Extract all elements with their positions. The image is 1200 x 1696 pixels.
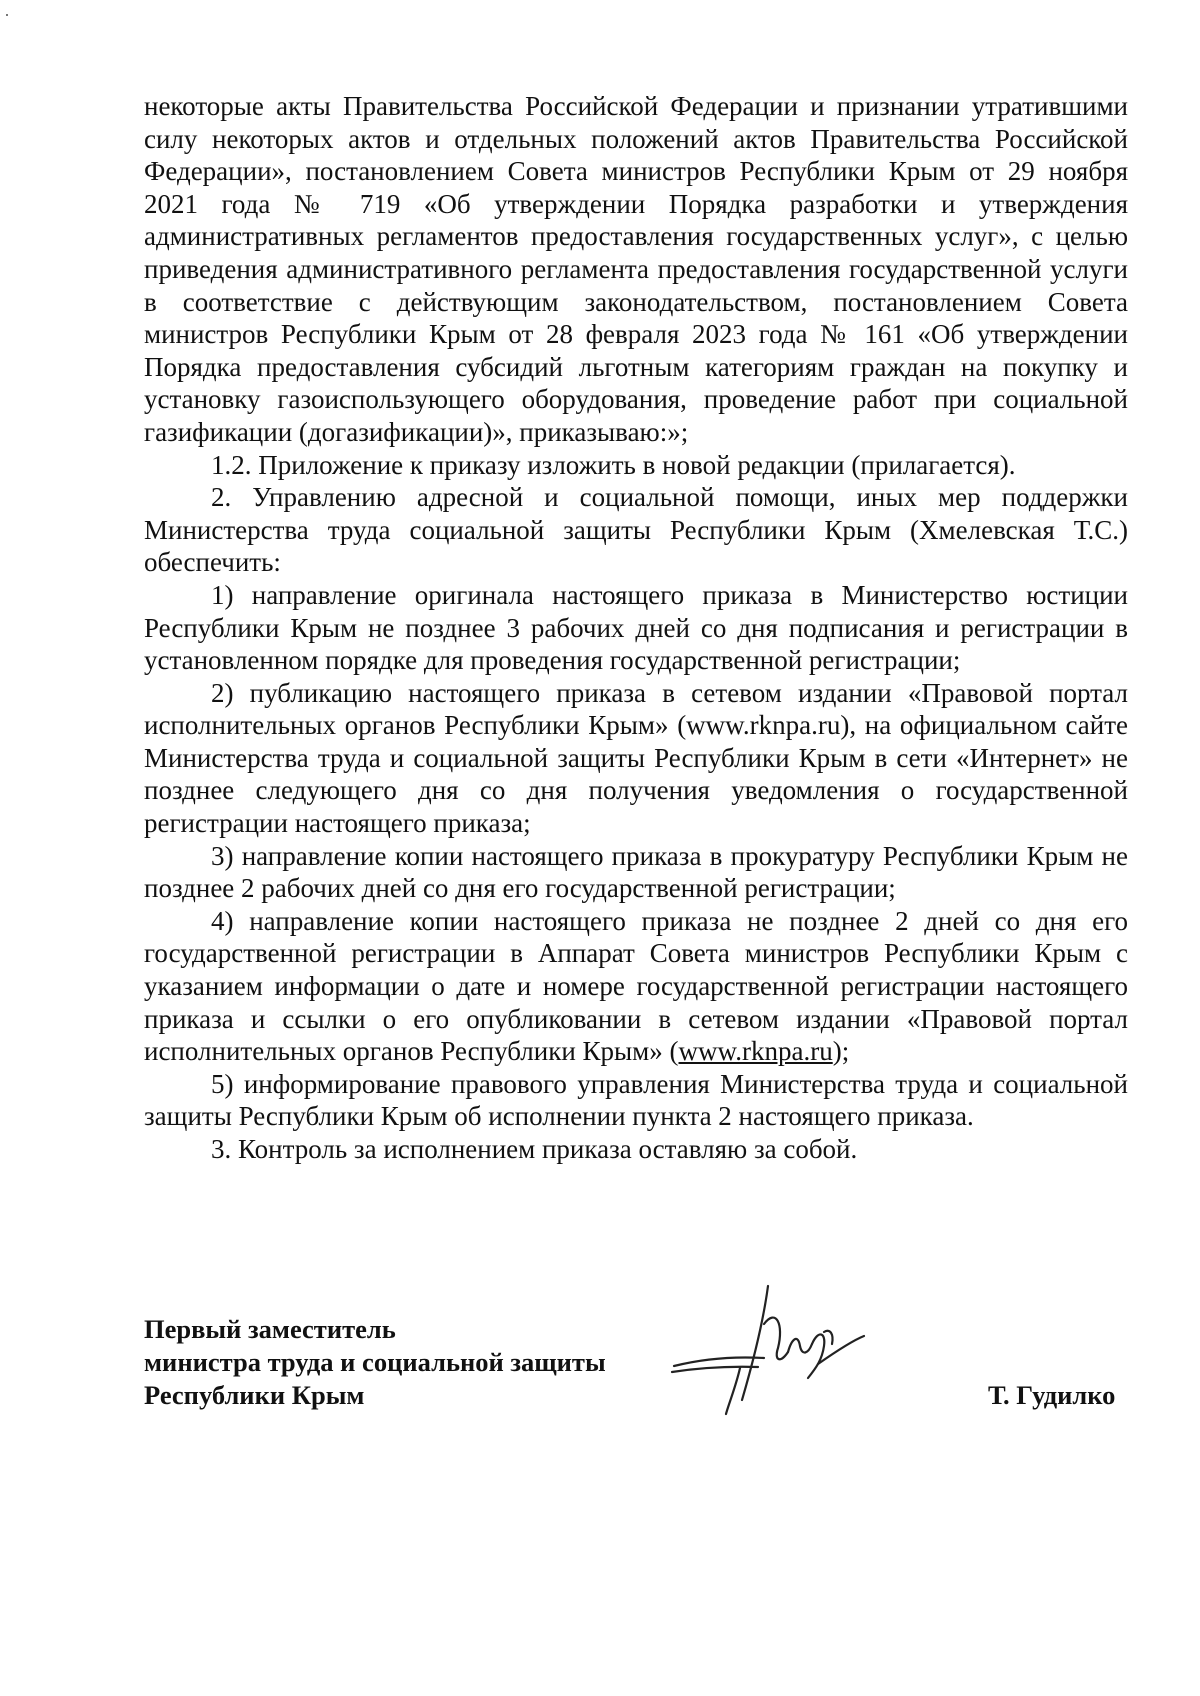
scan-artifact bbox=[6, 14, 8, 16]
document-body bbox=[144, 90, 1128, 1166]
signatory-position bbox=[144, 1313, 664, 1412]
paragraph-2-item-3: 3) направление копии настоящего приказа в прокуратуру Республики Крым не позднее 2 рабочих дней со дня его государственной регистрации; bbox=[144, 840, 1128, 904]
paragraph-2: 2. Управлению адресной и социальной помощи, иных мер поддержки Министерства труда социальной защиты Республики Крым (Хмелевская Т.С.) обеспечить: bbox=[144, 482, 1128, 578]
signatory-name: Т. Гудилко bbox=[988, 1380, 1116, 1410]
paragraph-2-item-4-end: ); bbox=[832, 1036, 850, 1067]
signatory-position-line: Республики Крым bbox=[144, 1380, 365, 1410]
paragraph-2-item-5: 5) информирование правового управления Министерства труда и социальной защиты Республики Крым об исполнении пункта 2 настоящего приказа. bbox=[144, 1068, 1128, 1132]
paragraph-2-item-4 bbox=[144, 905, 1128, 1068]
signatory-position-line: министра труда и социальной защиты bbox=[144, 1347, 606, 1377]
paragraph-preamble-continuation: некоторые акты Правительства Российской Федерации и признании утратившими силу некоторых актов и отдельных положений актов Правительства Российской Федерации», постановлением Совета министров Республики Крым от 29 ноября 2021 года № 719 «Об утверждении Порядка разработки и утверждения административных регламентов предоставления государственных услуг», с целью приведения административного регламента предоставления государственной услуги в соответствие с действующим законодательством, постановлением Совета министров Республики Крым от 28 февраля 2023 года № 161 «Об утверждении Порядка предоставления субсидий льготным категориям граждан на покупку и установку газоиспользующего оборудования, проведение работ при социальной газификации (догазификации)», приказываю:»; bbox=[144, 91, 1128, 447]
signatory-position-line: Первый заместитель bbox=[144, 1314, 396, 1344]
paragraph-2-item-2: 2) публикацию настоящего приказа в сетевом издании «Правовой портал исполнительных органов Республики Крым» (www.rknpa.ru), на официальном сайте Министерства труда и социальной защиты Республики Крым в сети «Интернет» не позднее следующего дня со дня получения уведомления о государственной регистрации настоящего приказа; bbox=[144, 677, 1128, 839]
paragraph-2-item-1: 1) направление оригинала настоящего приказа в Министерство юстиции Республики Крым не позднее 3 рабочих дней со дня подписания и регистрации в установленном порядке для проведения государственной регистрации; bbox=[144, 579, 1128, 676]
handwritten-signature bbox=[668, 1268, 888, 1418]
paragraph-3: 3. Контроль за исполнением приказа оставляю за собой. bbox=[211, 1134, 858, 1164]
paragraph-1-2: 1.2. Приложение к приказу изложить в новой редакции (прилагается). bbox=[211, 449, 1016, 480]
paragraph-2-item-4-text: 4) направление копии настоящего приказа не позднее 2 дней со дня его государственной регистрации в Аппарат Совета министров Республики Крым с указанием информации о дате и номере государственной регистрации настоящего приказа и ссылки о его опубликовании в сетевом издании «Правовой портал исполнительных органов Республики Крым» ( bbox=[144, 905, 1128, 1067]
rknpa-link[interactable]: www.rknpa.ru bbox=[678, 1036, 833, 1067]
